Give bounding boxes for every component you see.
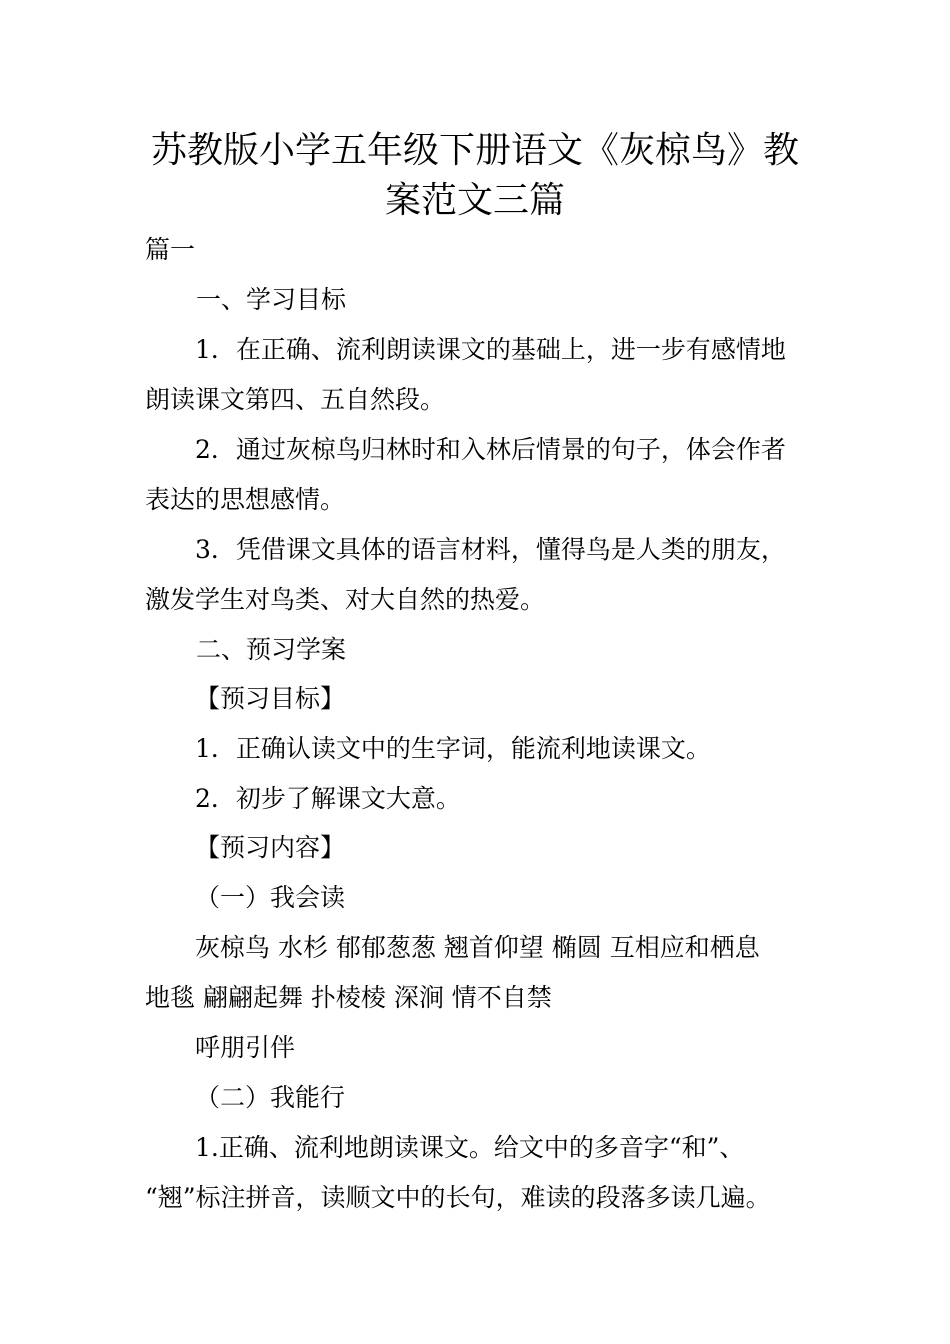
vocabulary-line-1: 灰椋鸟 水杉 郁郁葱葱 翘首仰望 椭圆 互相应和栖息	[195, 933, 760, 962]
vocabulary-line-2: 地毯 翩翩起舞 扑棱棱 深涧 情不自禁	[145, 983, 552, 1012]
task-1-line-1: 1.正确、流利地朗读课文。给文中的多音字“和”、	[195, 1133, 745, 1162]
goal-3-line-2: 激发学生对鸟类、对大自然的热爱。	[145, 585, 546, 614]
heading-learning-goals: 一、学习目标	[196, 285, 347, 314]
preview-goal-1: 1．正确认读文中的生字词，能流利地读课文。	[195, 734, 711, 763]
goal-3-line-1: 3．凭借课文具体的语言材料，懂得鸟是人类的朋友，	[195, 535, 786, 564]
goal-1-line-2: 朗读课文第四、五自然段。	[145, 385, 446, 414]
goal-2-line-1: 2．通过灰椋鸟归林时和入林后情景的句子，体会作者	[195, 435, 786, 464]
subheading-i-can-do: （二）我能行	[195, 1083, 346, 1112]
preview-goal-2: 2．初步了解课文大意。	[195, 784, 461, 813]
vocabulary-line-3: 呼朋引伴	[195, 1033, 296, 1062]
task-1-line-2: “翘”标注拼音，读顺文中的长句，难读的段落多读几遍。	[145, 1183, 771, 1212]
goal-2-line-2: 表达的思想感情。	[145, 485, 346, 514]
preview-goal-label: 【预习目标】	[195, 684, 346, 713]
preview-content-label: 【预习内容】	[195, 833, 346, 862]
heading-preview-plan: 二、预习学案	[196, 635, 347, 664]
document-title-line-1: 苏教版小学五年级下册语文《灰椋鸟》教	[150, 130, 799, 171]
subheading-i-can-read: （一）我会读	[195, 883, 346, 912]
section-label: 篇一	[145, 235, 196, 264]
document-title-line-2: 案范文三篇	[384, 180, 565, 221]
goal-1-line-1: 1．在正确、流利朗读课文的基础上，进一步有感情地	[195, 335, 786, 364]
